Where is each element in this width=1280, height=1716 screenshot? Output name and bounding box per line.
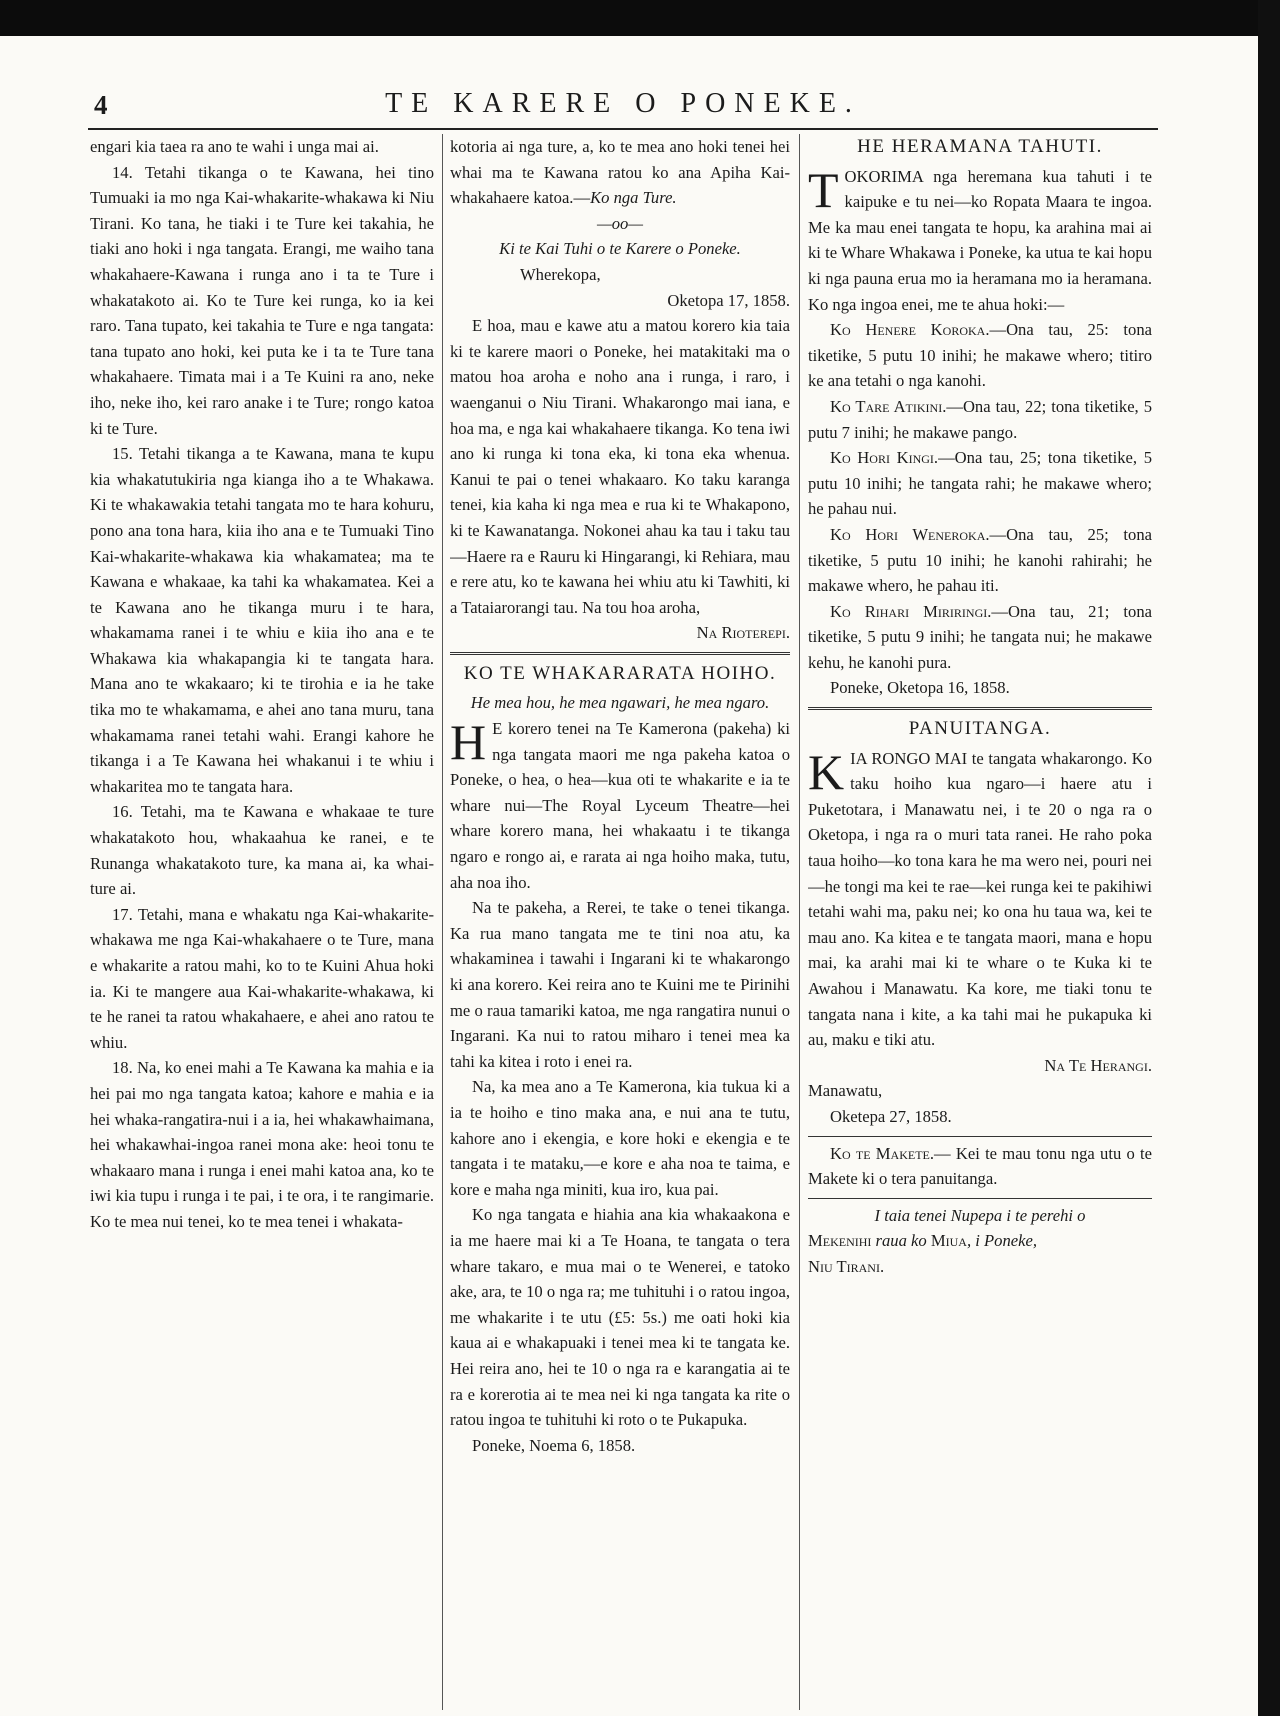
deserter-5-name: Ko Rihari Miriringi. [830, 601, 992, 621]
deserters-intro-text: OKORIMA nga heremana kua tahuti i te kaipuke e tu nei—ko Ropata Maara te ingoa. Me ka mau enei tangata te hopu, ka arahina mai ai ki te Whare Whakawa i Poneke, ka utua te kai hopu ki nga pauna erua mo ia heramana mo ia heramana. Ko nga ingoa enei, me te ahua hoki:— [808, 166, 1152, 314]
deserter-1-name: Ko Henere Koroka. [830, 320, 990, 340]
col2-opening [450, 134, 790, 211]
clause-15: 15. Tetahi tikanga a te Kawana, mana te kupu kia whakatutukiria nga kianga iho a te Whakawa. Ki te whakawakia tetahi tangata mo te hara kohuru, pono ana tona hara, kiia iho ana e te Tumuaki Tino Kai-whakarite-whakawa kia whakamatea; ma te Kawana e whakaae, ka tahi ka whakamatea. Kei a te Kawana ano he tikanga muru i te hara, whakamama ranei i te whiu e kiia iho ana e te Whakawa kia whakapangia ki te tangata hara. Mana ano te wkakaaro; ki te tirohia e ia he take tika mo te whakamama, e ahei ano tana muru, tana whakamama ranei tetahi wahi. Erangi kahore he tikanga i a Te Kawana hei whakanui i te whiu i whakaritea mo te tangata hara. [90, 444, 434, 796]
deserter-5 [808, 599, 1152, 676]
article-heading: KO TE WHAKARARATA HOIHO. [463, 662, 777, 684]
deserter-3 [808, 445, 1152, 522]
letter-date: Oketopa 17, 1858. [667, 290, 790, 310]
deserters-dateline: Poneke, Oketopa 16, 1858. [830, 678, 1010, 698]
notice-body [808, 743, 1152, 1053]
clause-17: 17. Tetahi, mana e whakatu nga Kai-whakarite-whakawa me nga Kai-whakahaere o te Ture, mana e whakarite a ratou mahi, ko to te Kuini Ahua hoki ia. Ki te mangere aua Kai-whakarite-whakawa, ki te he ranei ta ratou whakahaere, e ahei ano ratou te whiu. [90, 904, 434, 1052]
imprint-line-3: Niu Tirani. [808, 1256, 885, 1276]
col2-opening-source: Ko nga Ture. [590, 188, 677, 208]
article-dateline: Poneke, Noema 6, 1858. [472, 1435, 636, 1455]
page-header [88, 86, 1158, 126]
deserter-4-name: Ko Hori Weneroka. [830, 524, 990, 544]
clause-14: 14. Tetahi tikanga o te Kawana, hei tino Tumuaki ia mo nga Kai-whakarite-whakawa ki Niu Tirani. Ko tana, he tiaki i te Ture kei takahia, he tiaki ano hoki i nga tangata. Erangi, me waiho tana whakahaere-Kawana i runga ano i ta te Ture i whakatakoto ai. Ko te Ture kei runga, ko ia kei raro. Tana tupato, kei takahia te Ture e nga tangata: tana tupato ano hoki, kei puta ke i ta te Ture tana whakahaere. Timata mai i a Te Kuini ra ano, neke iho, neke iho, kei raro anake i te Ture; rongo katoa ki te Ture. [90, 162, 434, 438]
clause-18: 18. Na, ko enei mahi a Te Kawana ka mahia e ia hei pai mo nga tangata katoa; kahore e mahia e ia hei whaka-rangatira-nui i a ia, hei whakawhaimana, hei whakawhai-ingoa ranei mona ake: heoi tonu te whakaaro mana i runga i enei mahi katoa ana, ko te iwi kia tupu i runga i te pai, i te ora, i te rangimarie. Ko te mea nui tenei, ko te mea tenei i whakata- [90, 1058, 434, 1231]
letter-addressee: Ki te Kai Tuhi o te Karere o Poneke. [499, 239, 741, 259]
deserter-5-desc: —Ona tau, 21; tona tiketike, 5 putu 9 inihi; he tangata nui; he makawe kehu, he kanohi pura. [808, 601, 1152, 672]
notice-body-text: IA RONGO MAI te tangata whakarongo. Ko taku hoiho kua ngaro—i haere atu i Puketotara, i Manawatu nei, i te 20 o nga ra o Oketopa, i nga ra o muri tata ranei. He raho poka taua hoiho—ko tona kara he ma wero nei, pouri nei—he tongi ma kei te rae—kei runga kei te pakihiwi tetahi wahi ma, paku nei; ko ona hu taua wa, kei te mau ano. Ka kitea e te tangata maori, mana e hopu mai, ka arahi mai ki te whare o te Kuka ki te Awahou i Manawatu. Ka kore, me tiaki tonu te tangata nana i kite, a ka tahi mai he pukapuka ki au, maku e tiki atu. [808, 748, 1152, 1050]
imprint-line-1: I taia tenei Nupepa i te perehi o [874, 1205, 1086, 1225]
column-1 [90, 134, 434, 1710]
double-rule [450, 652, 790, 655]
deserter-3-desc: —Ona tau, 25; tona tiketike, 5 putu 10 inihi; he tangata rahi; he makawe whero; he pahau nui. [808, 448, 1152, 519]
imprint-conjunction: raua ko [871, 1231, 931, 1251]
drop-cap-h: H [450, 714, 487, 771]
notice-date: Oketepa 27, 1858. [830, 1106, 952, 1126]
drop-cap-k: K [808, 743, 845, 800]
column-divider-1 [442, 134, 443, 1710]
deserter-1 [808, 317, 1152, 394]
deserter-3-name: Ko Hori Kingi. [830, 448, 939, 468]
notice-signature: Na Te Herangi. [1044, 1055, 1152, 1075]
column-3 [808, 134, 1152, 1710]
notice-heading: PANUITANGA. [908, 718, 1052, 740]
notice-rule [808, 707, 1152, 710]
scan-top-band [0, 0, 1280, 36]
header-rule [88, 128, 1158, 130]
masthead-title: TE KARERE O PONEKE. [385, 88, 861, 119]
column-divider-2 [799, 134, 800, 1710]
column-2 [450, 134, 790, 1710]
letter-place: Wherekopa, [520, 264, 601, 284]
col1-opening: engari kia taea ra ano te wahi i unga mai ai. [90, 137, 379, 156]
market-name: Ko te Makete. [830, 1143, 935, 1163]
article-paragraph-1 [450, 716, 790, 895]
imprint-city: , i Poneke, [966, 1231, 1037, 1251]
article-paragraph-3: Na, ka mea ano a Te Kamerona, kia tukua ki a ia te hoiho e tino maka ana, e nui ana te tutu, kahore ano i ekengia, e kore hoki e ekengia e te tangata i te mataku,—e kore e aha noa te taima, e kore e maha nga miniti, kua iro, kua pai. [450, 1077, 790, 1199]
scan-right-edge [1258, 0, 1280, 1716]
deserter-2 [808, 394, 1152, 445]
deserter-4 [808, 522, 1152, 599]
deserter-2-name: Ko Tare Atikini. [830, 396, 947, 416]
col2-opening-text: kotoria ai nga ture, a, ko te mea ano hoki tenei hei whai ma te Kawana ratou ko ana Apiha Kai-whakahaere katoa.— [450, 137, 790, 208]
imprint-line-2 [808, 1228, 1152, 1254]
article-paragraph-2: Na te pakeha, a Rerei, te take o tenei tikanga. Ka rua mano tangata me te tini noa atu, ka whakaminea i tawahi i Ingarani ki te whakarongo ki ana korero. Kei reira ano te Kuini me te Pirinihi me o raua tamariki katoa, me nga rangatira nunui o Ingarani. Ka nui to ratou miharo i tenei mea ka tahi ka kitea i roto i enei ra. [450, 898, 790, 1071]
article-paragraph-1-text: E korero tenei na Te Kamerona (pakeha) ki nga tangata maori me nga pakeha katoa o Poneke, o hea, o hea—kua oti te whakarite e ia te whare nui—The Royal Lyceum Theatre—hei whare korero mana, hei whakaatu i te tikanga ngaro e rongo ai, e rarata ai nga hoiho maka, tutu, aha noa iho. [450, 719, 790, 892]
market-text: — Kei te mau tonu nga utu o te Makete ki o tera panuitanga. [808, 1143, 1152, 1189]
letter-signature: Na Rioterepi. [696, 623, 790, 643]
letter-body: E hoa, mau e kawe atu a matou korero kia taia ki te karere maori o Poneke, hei matakitaki ma o matou hoa aroha e noho ana i runga, i raro, i waenganui o Niu Tirani. Whakarongo mai iana, e hoa ma, e nga kai whakahaere tikanga. Ko tena iwi ano ki runga ki tona eka, ki tona eka whenua. Kanui te pai o tenei whakaaro. Ko taku karanga tenei, kia kaha ki nga mea e rua ki te Whakapono, ki te Kawanatanga. Nokonei ahau ka tau i taku tau—Haere ra e Rauru ki Hingarangi, ki Rehiara, mau e rere atu, ko te kawana hei whiu atu ki Tawhiti, ki a Tataiarorangi tau. Na tou hoa aroha, [450, 316, 790, 617]
market-rule [808, 1136, 1152, 1137]
imprint-rule [808, 1198, 1152, 1199]
section-separator: —oo— [596, 213, 644, 233]
deserters-heading: HE HERAMANA TAHUTI. [857, 136, 1103, 157]
clause-16: 16. Tetahi, ma te Kawana e whakaae te ture whakatakoto hou, whakaahua ke ranei, e te Runanga whakatakoto ture, ka mana ai, ka whai-ture ai. [90, 802, 434, 899]
page-number: 4 [94, 90, 108, 120]
drop-cap-t: T [808, 161, 839, 218]
deserter-1-desc: —Ona tau, 25: tona tiketike, 5 putu 10 inihi; he makawe whero; titiro ke ana tetahi o nga kanohi. [808, 320, 1152, 391]
imprint-printer-1: Mekenihi [808, 1231, 872, 1251]
article-paragraph-4: Ko nga tangata e hiahia ana kia whakaakona e ia me haere mai ki a Te Hoana, te tangata o tera whare takaro, e mua mai o te Wenerei, e tatoko ake, ara, te 10 o nga ra; me tuhituhi i o ratou ingoa, me whakarite i te utu (£5: 5s.) me oati hoki kia kaua ai e whakapuaki i tenei mea ki te tangata ke. Hei reira ano, hei te 10 o nga ra e karangatia ai te ra e korerotia ai te mea nei ki nga tangata ka rite o ratou ingoa te tuhituhi ki roto o te Pukapuka. [450, 1205, 790, 1430]
market-notice [808, 1141, 1152, 1192]
notice-place: Manawatu, [808, 1081, 883, 1101]
deserters-intro [808, 161, 1152, 318]
article-subheading: He mea hou, he mea ngawari, he mea ngaro. [470, 693, 770, 713]
deserter-4-desc: —Ona tau, 25; tona tiketike, 5 putu 10 inihi; he kanohi rahirahi; he makawe whero, he pahau iti. [808, 524, 1152, 596]
imprint-printer-2: Miua [930, 1231, 967, 1251]
deserter-2-desc: —Ona tau, 22; tona tiketike, 5 putu 7 inihi; he makawe pango. [808, 396, 1152, 442]
